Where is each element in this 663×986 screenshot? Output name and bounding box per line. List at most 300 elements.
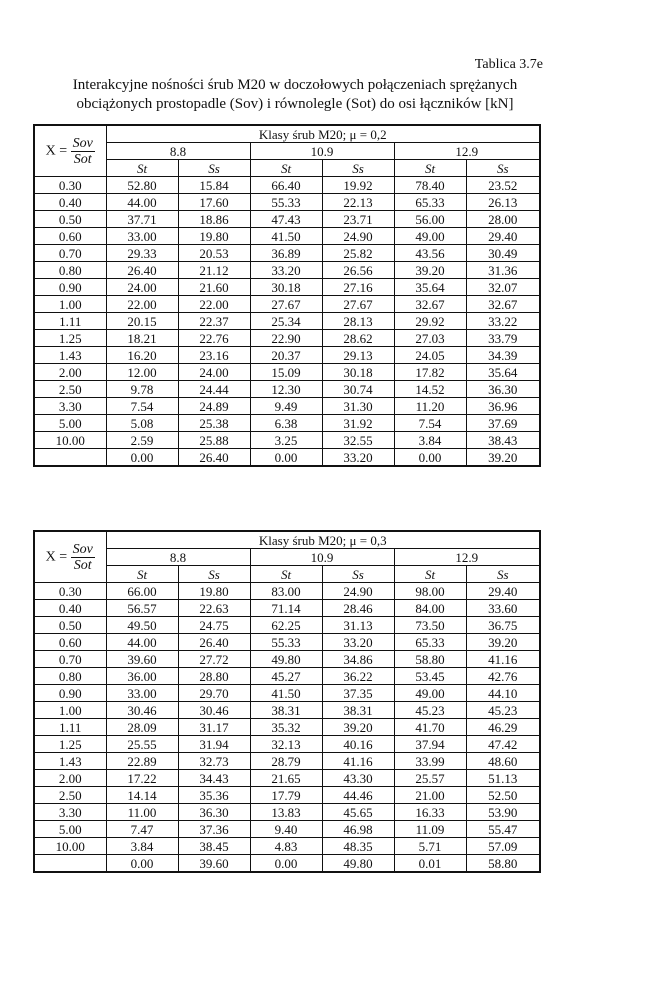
capacity-cell: 18.21 [106,330,178,347]
capacity-cell: 29.70 [178,685,250,702]
capacity-cell: 30.46 [178,702,250,719]
x-label: X = [45,143,68,159]
table-row [34,194,540,211]
capacity-cell: 33.20 [322,449,394,467]
class-12-9: 12.9 [394,143,540,160]
capacity-cell: 25.57 [394,770,466,787]
capacity-cell: 11.20 [394,398,466,415]
capacity-cell: 22.00 [106,296,178,313]
capacity-cell: 45.23 [394,702,466,719]
capacity-cell: 27.03 [394,330,466,347]
capacity-cell: 38.31 [322,702,394,719]
capacity-cell: 33.60 [466,600,540,617]
capacity-cell: 39.20 [466,449,540,467]
bolt-class-header: Klasy śrub M20; μ = 0,2 [106,125,540,143]
capacity-cell: 53.90 [466,804,540,821]
table-row [34,432,540,449]
table-row [34,347,540,364]
capacity-cell: 41.50 [250,685,322,702]
capacity-cell: 27.16 [322,279,394,296]
x-value-cell: 0.40 [34,194,106,211]
table-row [34,313,540,330]
capacity-cell: 29.40 [466,583,540,600]
capacity-cell: 0.00 [394,449,466,467]
capacity-cell: 38.43 [466,432,540,449]
capacity-cell: 29.13 [322,347,394,364]
capacity-cell: 31.36 [466,262,540,279]
x-value-cell: 2.50 [34,381,106,398]
capacity-cell: 28.79 [250,753,322,770]
x-value-cell: 0.90 [34,279,106,296]
x-value-cell: 1.43 [34,753,106,770]
capacity-table-mu-02 [33,124,541,467]
capacity-cell: 45.65 [322,804,394,821]
capacity-cell: 32.67 [394,296,466,313]
capacity-cell: 41.16 [466,651,540,668]
capacity-cell: 3.25 [250,432,322,449]
caption-line-2: obciążonych prostopadle (Sov) i równolegle (Sot) do osi łączników [kN] [76,96,514,112]
capacity-cell: 71.14 [250,600,322,617]
capacity-cell: 25.82 [322,245,394,262]
x-value-cell: 0.60 [34,634,106,651]
x-value-cell: 0.40 [34,600,106,617]
table-row [34,787,540,804]
capacity-cell: 37.36 [178,821,250,838]
table-row [34,449,540,467]
capacity-cell: 53.45 [394,668,466,685]
col-ss: Ss [178,160,250,177]
capacity-cell: 27.67 [322,296,394,313]
capacity-cell: 44.00 [106,194,178,211]
capacity-cell: 65.33 [394,634,466,651]
table-row [34,838,540,855]
capacity-cell: 14.52 [394,381,466,398]
capacity-cell: 25.55 [106,736,178,753]
capacity-cell: 84.00 [394,600,466,617]
x-ratio-header [34,531,106,583]
x-denominator: Sot [73,557,92,573]
capacity-cell: 7.47 [106,821,178,838]
x-value-cell: 1.43 [34,347,106,364]
capacity-cell: 35.64 [394,279,466,296]
capacity-cell: 39.20 [394,262,466,279]
capacity-cell: 29.92 [394,313,466,330]
capacity-cell: 31.94 [178,736,250,753]
table-row [34,415,540,432]
table-row [34,821,540,838]
capacity-cell: 73.50 [394,617,466,634]
capacity-cell: 24.90 [322,583,394,600]
capacity-cell: 32.13 [250,736,322,753]
x-label: X = [45,549,68,565]
capacity-cell: 33.00 [106,685,178,702]
capacity-cell: 44.00 [106,634,178,651]
table-body [34,177,540,467]
capacity-cell: 32.55 [322,432,394,449]
capacity-cell: 39.20 [322,719,394,736]
capacity-cell: 58.80 [394,651,466,668]
x-value-cell: 1.00 [34,296,106,313]
x-value-cell [34,855,106,873]
x-value-cell: 2.50 [34,787,106,804]
capacity-cell: 34.39 [466,347,540,364]
capacity-cell: 43.30 [322,770,394,787]
capacity-cell: 38.31 [250,702,322,719]
capacity-cell: 41.16 [322,753,394,770]
capacity-cell: 17.79 [250,787,322,804]
capacity-cell: 17.22 [106,770,178,787]
capacity-cell: 25.34 [250,313,322,330]
capacity-cell: 66.40 [250,177,322,194]
capacity-cell: 49.80 [322,855,394,873]
x-value-cell: 5.00 [34,821,106,838]
capacity-cell: 28.80 [178,668,250,685]
capacity-cell: 22.13 [322,194,394,211]
capacity-cell: 36.75 [466,617,540,634]
capacity-cell: 12.00 [106,364,178,381]
capacity-cell: 7.54 [106,398,178,415]
capacity-cell: 37.35 [322,685,394,702]
capacity-cell: 26.13 [466,194,540,211]
capacity-cell: 56.57 [106,600,178,617]
x-ratio-header [34,125,106,177]
table-body [34,583,540,873]
capacity-cell: 9.40 [250,821,322,838]
capacity-cell: 17.82 [394,364,466,381]
capacity-cell: 23.71 [322,211,394,228]
capacity-cell: 2.59 [106,432,178,449]
col-st: St [106,566,178,583]
capacity-cell: 36.30 [178,804,250,821]
capacity-cell: 22.76 [178,330,250,347]
capacity-cell: 22.63 [178,600,250,617]
capacity-cell: 41.70 [394,719,466,736]
capacity-cell: 33.79 [466,330,540,347]
table-row [34,583,540,600]
capacity-cell: 6.38 [250,415,322,432]
capacity-cell: 42.76 [466,668,540,685]
table-row [34,177,540,194]
capacity-cell: 55.47 [466,821,540,838]
x-value-cell: 0.30 [34,177,106,194]
table-caption [30,76,560,114]
capacity-cell: 21.60 [178,279,250,296]
x-value-cell: 0.70 [34,245,106,262]
table-number: Tablica 3.7e [474,57,543,72]
bolt-class-header: Klasy śrub M20; μ = 0,3 [106,531,540,549]
capacity-cell: 44.46 [322,787,394,804]
capacity-cell: 16.20 [106,347,178,364]
x-numerator: Sov [72,135,93,151]
capacity-cell: 55.33 [250,634,322,651]
capacity-cell: 24.05 [394,347,466,364]
capacity-cell: 45.27 [250,668,322,685]
caption-line-1: Interakcyjne nośności śrub M20 w doczołowych połączeniach sprężanych [72,77,518,93]
capacity-cell: 33.20 [322,634,394,651]
capacity-cell: 58.80 [466,855,540,873]
capacity-cell: 19.80 [178,583,250,600]
table-row [34,245,540,262]
capacity-cell: 33.20 [250,262,322,279]
capacity-cell: 49.50 [106,617,178,634]
capacity-cell: 11.00 [106,804,178,821]
capacity-cell: 78.40 [394,177,466,194]
capacity-cell: 20.37 [250,347,322,364]
table-row [34,330,540,347]
col-ss: Ss [178,566,250,583]
capacity-cell: 35.64 [466,364,540,381]
capacity-cell: 26.40 [178,449,250,467]
capacity-cell: 30.18 [322,364,394,381]
capacity-cell: 11.09 [394,821,466,838]
capacity-cell: 18.86 [178,211,250,228]
x-value-cell: 2.00 [34,770,106,787]
class-8-8: 8.8 [106,549,250,566]
class-10-9: 10.9 [250,143,394,160]
capacity-cell: 52.50 [466,787,540,804]
capacity-cell: 48.35 [322,838,394,855]
class-12-9: 12.9 [394,549,540,566]
x-value-cell: 5.00 [34,415,106,432]
x-value-cell [34,449,106,467]
capacity-cell: 52.80 [106,177,178,194]
capacity-cell: 24.00 [178,364,250,381]
capacity-cell: 49.00 [394,685,466,702]
capacity-cell: 34.86 [322,651,394,668]
x-value-cell: 0.50 [34,617,106,634]
table-row [34,770,540,787]
x-fraction [71,542,95,573]
col-st: St [394,160,466,177]
capacity-cell: 30.46 [106,702,178,719]
table-row [34,804,540,821]
capacity-cell: 39.20 [466,634,540,651]
capacity-cell: 0.01 [394,855,466,873]
x-fraction [71,136,95,167]
capacity-cell: 19.80 [178,228,250,245]
x-value-cell: 1.25 [34,736,106,753]
col-ss: Ss [322,566,394,583]
capacity-table-mu-03 [33,530,541,873]
capacity-cell: 32.07 [466,279,540,296]
capacity-cell: 32.67 [466,296,540,313]
capacity-cell: 9.49 [250,398,322,415]
capacity-cell: 0.00 [250,855,322,873]
capacity-cell: 30.74 [322,381,394,398]
capacity-cell: 13.83 [250,804,322,821]
x-value-cell: 0.50 [34,211,106,228]
capacity-cell: 38.45 [178,838,250,855]
capacity-cell: 62.25 [250,617,322,634]
capacity-cell: 28.00 [466,211,540,228]
capacity-cell: 25.88 [178,432,250,449]
capacity-cell: 5.71 [394,838,466,855]
capacity-cell: 22.00 [178,296,250,313]
capacity-cell: 28.09 [106,719,178,736]
x-value-cell: 1.11 [34,313,106,330]
x-value-cell: 0.30 [34,583,106,600]
capacity-cell: 98.00 [394,583,466,600]
capacity-cell: 39.60 [106,651,178,668]
table-row [34,279,540,296]
table-row [34,736,540,753]
capacity-cell: 57.09 [466,838,540,855]
capacity-cell: 24.89 [178,398,250,415]
capacity-cell: 28.46 [322,600,394,617]
capacity-cell: 44.10 [466,685,540,702]
x-value-cell: 3.30 [34,398,106,415]
table-row [34,634,540,651]
table-row [34,211,540,228]
capacity-cell: 26.40 [178,634,250,651]
capacity-cell: 0.00 [106,855,178,873]
capacity-cell: 3.84 [106,838,178,855]
col-ss: Ss [466,566,540,583]
capacity-cell: 41.50 [250,228,322,245]
capacity-cell: 24.00 [106,279,178,296]
table-row [34,651,540,668]
capacity-cell: 28.13 [322,313,394,330]
capacity-cell: 20.53 [178,245,250,262]
capacity-cell: 37.69 [466,415,540,432]
capacity-cell: 15.84 [178,177,250,194]
capacity-cell: 47.43 [250,211,322,228]
capacity-cell: 47.42 [466,736,540,753]
capacity-cell: 31.30 [322,398,394,415]
capacity-cell: 23.16 [178,347,250,364]
capacity-cell: 21.00 [394,787,466,804]
table-row [34,364,540,381]
capacity-cell: 37.94 [394,736,466,753]
x-value-cell: 2.00 [34,364,106,381]
capacity-cell: 36.22 [322,668,394,685]
capacity-cell: 48.60 [466,753,540,770]
capacity-cell: 26.40 [106,262,178,279]
capacity-cell: 19.92 [322,177,394,194]
x-value-cell: 10.00 [34,432,106,449]
capacity-cell: 33.00 [106,228,178,245]
capacity-cell: 55.33 [250,194,322,211]
capacity-cell: 35.36 [178,787,250,804]
capacity-cell: 29.33 [106,245,178,262]
x-value-cell: 0.80 [34,668,106,685]
capacity-cell: 20.15 [106,313,178,330]
capacity-cell: 83.00 [250,583,322,600]
capacity-cell: 36.89 [250,245,322,262]
capacity-cell: 23.52 [466,177,540,194]
capacity-cell: 14.14 [106,787,178,804]
capacity-cell: 22.37 [178,313,250,330]
table-row [34,228,540,245]
col-st: St [250,160,322,177]
col-st: St [250,566,322,583]
capacity-cell: 43.56 [394,245,466,262]
capacity-cell: 26.56 [322,262,394,279]
capacity-cell: 39.60 [178,855,250,873]
col-st: St [394,566,466,583]
x-value-cell: 1.25 [34,330,106,347]
capacity-cell: 24.90 [322,228,394,245]
capacity-cell: 46.29 [466,719,540,736]
capacity-cell: 24.75 [178,617,250,634]
capacity-cell: 46.98 [322,821,394,838]
class-8-8: 8.8 [106,143,250,160]
capacity-cell: 65.33 [394,194,466,211]
capacity-cell: 49.80 [250,651,322,668]
table-row [34,855,540,873]
capacity-cell: 56.00 [394,211,466,228]
capacity-cell: 45.23 [466,702,540,719]
x-value-cell: 0.90 [34,685,106,702]
capacity-cell: 15.09 [250,364,322,381]
capacity-cell: 22.89 [106,753,178,770]
capacity-cell: 40.16 [322,736,394,753]
capacity-cell: 51.13 [466,770,540,787]
capacity-cell: 9.78 [106,381,178,398]
capacity-cell: 49.00 [394,228,466,245]
capacity-cell: 0.00 [106,449,178,467]
capacity-cell: 0.00 [250,449,322,467]
capacity-cell: 27.72 [178,651,250,668]
capacity-cell: 28.62 [322,330,394,347]
capacity-cell: 3.84 [394,432,466,449]
capacity-cell: 21.65 [250,770,322,787]
x-value-cell: 1.00 [34,702,106,719]
capacity-cell: 7.54 [394,415,466,432]
capacity-cell: 5.08 [106,415,178,432]
capacity-cell: 25.38 [178,415,250,432]
capacity-cell: 31.92 [322,415,394,432]
table-row [34,262,540,279]
capacity-cell: 21.12 [178,262,250,279]
table-row [34,398,540,415]
col-st: St [106,160,178,177]
table-row [34,600,540,617]
x-value-cell: 0.70 [34,651,106,668]
table-row [34,296,540,313]
capacity-cell: 32.73 [178,753,250,770]
capacity-cell: 31.13 [322,617,394,634]
capacity-cell: 37.71 [106,211,178,228]
capacity-cell: 24.44 [178,381,250,398]
capacity-cell: 36.00 [106,668,178,685]
capacity-cell: 31.17 [178,719,250,736]
capacity-cell: 4.83 [250,838,322,855]
table-row [34,719,540,736]
col-ss: Ss [322,160,394,177]
capacity-cell: 29.40 [466,228,540,245]
capacity-cell: 66.00 [106,583,178,600]
capacity-cell: 12.30 [250,381,322,398]
x-value-cell: 3.30 [34,804,106,821]
capacity-cell: 22.90 [250,330,322,347]
capacity-cell: 36.96 [466,398,540,415]
x-numerator: Sov [72,541,93,557]
capacity-cell: 16.33 [394,804,466,821]
table-row [34,617,540,634]
x-value-cell: 0.60 [34,228,106,245]
capacity-cell: 30.49 [466,245,540,262]
table-row [34,668,540,685]
table-row [34,753,540,770]
capacity-cell: 17.60 [178,194,250,211]
x-value-cell: 1.11 [34,719,106,736]
capacity-cell: 33.22 [466,313,540,330]
table-row [34,381,540,398]
capacity-cell: 30.18 [250,279,322,296]
table-row [34,685,540,702]
x-denominator: Sot [73,151,92,167]
